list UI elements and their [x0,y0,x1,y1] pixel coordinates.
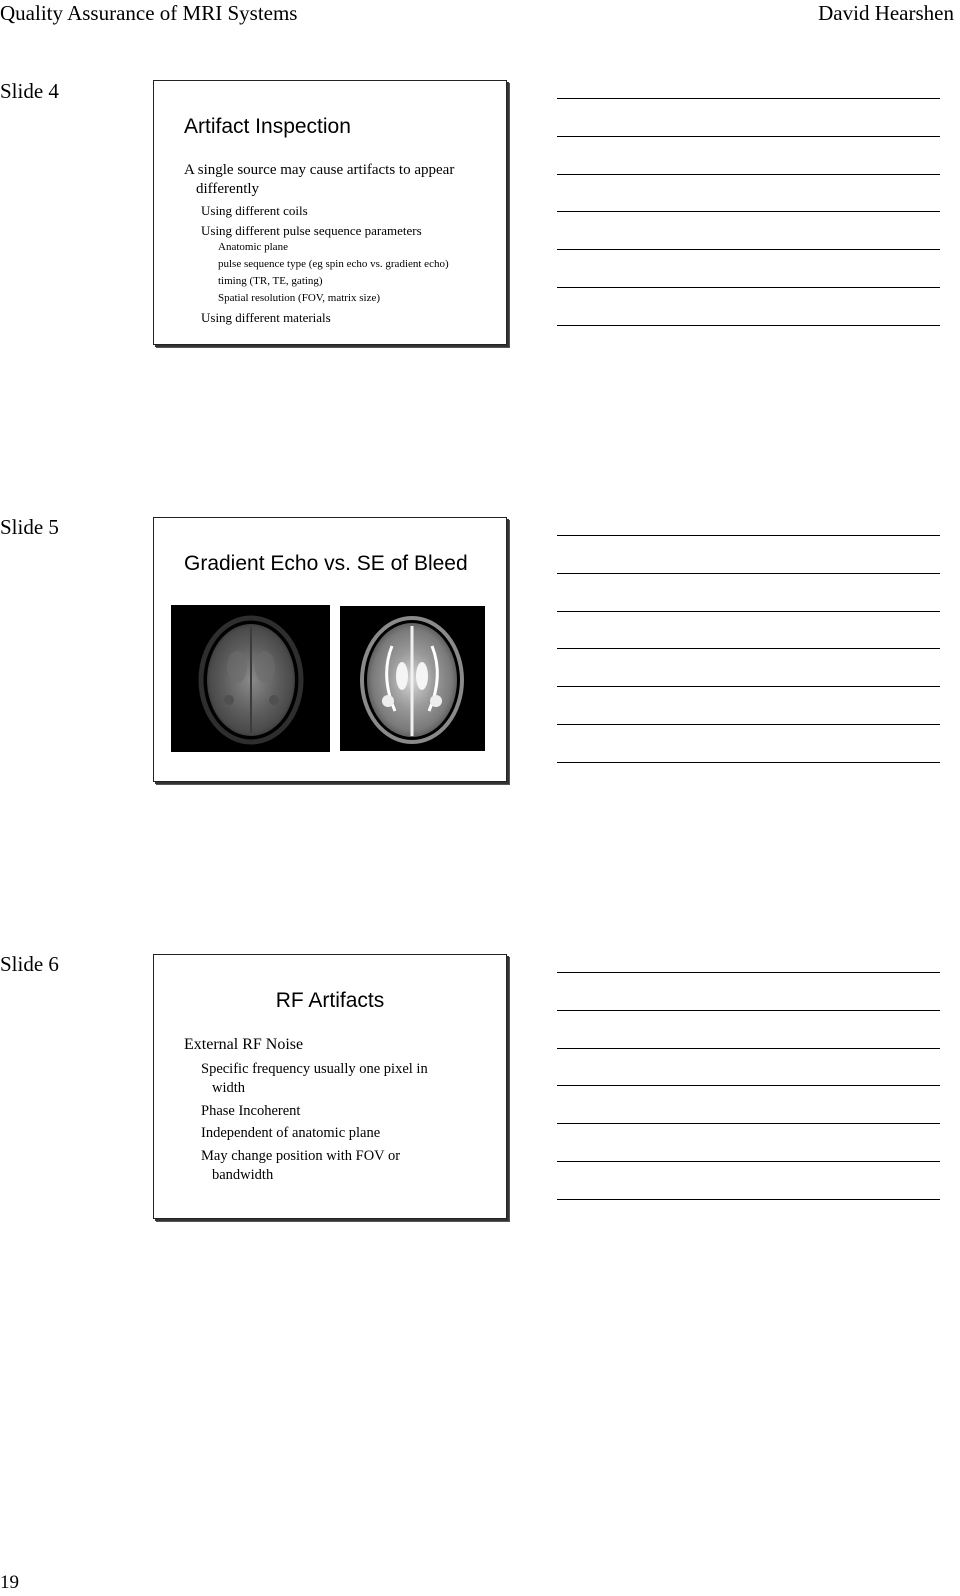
page-number: 19 [0,1572,19,1593]
gradient-echo-mri-image [171,605,330,752]
slide-6-bullet: Phase Incoherent [201,1103,301,1119]
slide-5-label: Slide 5 [0,515,59,539]
slide-4-bullet: differently [196,181,260,197]
spin-echo-mri-image [340,606,485,751]
document-header-author: David Hearshen [818,1,954,25]
slide-4-label: Slide 4 [0,79,59,103]
slide-5-title: Gradient Echo vs. SE of Bleed [184,552,468,575]
slide-4-bullet: pulse sequence type (eg spin echo vs. gradient echo) [218,258,449,270]
slide-4-bullet: Using different coils [201,203,308,218]
slide-4-bullet: Spatial resolution (FOV, matrix size) [218,292,381,304]
slide-6-title: RF Artifacts [275,989,385,1012]
slide-4-bullet: Using different pulse sequence parameters [201,223,422,238]
slide-6-bullet: May change position with FOV or [201,1148,401,1164]
slide-6-bullet: bandwidth [212,1167,274,1183]
slide-6-label: Slide 6 [0,952,59,976]
slide-4-bullet: Using different materials [201,310,331,325]
slide-6-bullet: External RF Noise [184,1036,304,1053]
slide-6-bullet: Specific frequency usually one pixel in [201,1061,428,1077]
slide-6-bullet: Independent of anatomic plane [201,1125,381,1141]
slide-5 [153,517,507,782]
slide-4 [153,80,507,345]
slide-4-bullet: timing (TR, TE, gating) [218,275,323,287]
slide-6 [153,954,507,1219]
document-header-title: Quality Assurance of MRI Systems [0,1,298,25]
slide-6-bullet: width [212,1080,246,1096]
slide-4-bullet: A single source may cause artifacts to appear [184,162,455,178]
slide-4-title: Artifact Inspection [184,115,351,138]
slide-4-bullet: Anatomic plane [218,241,288,253]
